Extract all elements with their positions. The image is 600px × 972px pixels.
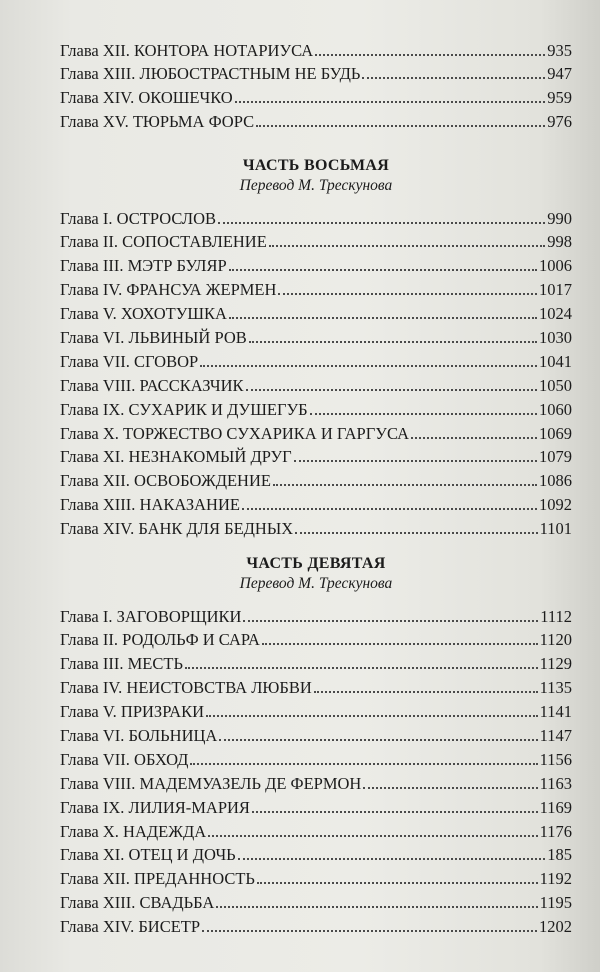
dot-leader	[246, 372, 538, 391]
chapter-title: Глава II. СОПОСТАВЛЕНИЕ	[60, 232, 267, 252]
toc-entry	[60, 722, 572, 746]
page-number: 1163	[539, 773, 572, 793]
page-number: 1017	[539, 280, 572, 300]
page-number: 1101	[539, 519, 572, 539]
page-number: 1147	[539, 725, 572, 745]
chapter-title: Глава XIV. БАНК ДЛЯ БЕДНЫХ	[60, 519, 294, 539]
chapter-title: Глава X. ТОРЖЕСТВО СУХАРИКА И ГАРГУСА	[60, 423, 410, 443]
chapter-title: Глава IV. ФРАНСУА ЖЕРМЕН	[60, 280, 277, 300]
dot-leader	[314, 675, 538, 694]
chapter-title: Глава II. РОДОЛЬФ И САРА	[60, 630, 260, 650]
chapter-title: Глава X. НАДЕЖДА	[60, 821, 207, 841]
page-number: 976	[547, 112, 572, 132]
chapter-title: Глава III. МЭТР БУЛЯР	[60, 256, 227, 276]
dot-leader	[216, 890, 537, 909]
dot-leader	[206, 699, 538, 718]
dot-leader	[242, 492, 537, 511]
toc-entry	[60, 61, 572, 85]
part-title: ЧАСТЬ ВОСЬМАЯ	[242, 157, 390, 174]
chapter-title: Глава VII. ОБХОД	[60, 749, 189, 769]
chapter-title: Глава XI. ОТЕЦ И ДОЧЬ	[60, 845, 236, 865]
dot-leader	[262, 627, 538, 646]
dot-leader	[202, 914, 537, 933]
toc-entry	[60, 770, 572, 794]
page-number: 1030	[539, 327, 572, 347]
chapter-title: Глава IX. СУХАРИК И ДУШЕГУБ	[60, 399, 308, 419]
chapter-title: Глава IV. НЕИСТОВСТВА ЛЮБВИ	[60, 678, 312, 698]
toc-entry	[60, 301, 572, 325]
dot-leader	[363, 770, 537, 789]
dot-leader	[235, 85, 546, 104]
toc-entry	[60, 627, 572, 651]
chapter-title: Глава IX. ЛИЛИЯ-МАРИЯ	[60, 797, 250, 817]
part-eight-heading	[60, 156, 572, 196]
toc-entry	[60, 794, 572, 818]
dot-leader	[310, 396, 537, 415]
page-number: 1060	[539, 399, 572, 419]
page-number: 1006	[539, 256, 572, 276]
chapter-title: Глава XIII. СВАДЬБА	[60, 893, 215, 913]
page-number: 1120	[539, 630, 572, 650]
chapter-title: Глава XII. КОНТОРА НОТАРИУСА	[60, 40, 314, 60]
chapter-title: Глава XII. ОСВОБОЖДЕНИЕ	[60, 471, 271, 491]
toc-entry	[60, 444, 572, 468]
toc-entry	[60, 914, 572, 938]
chapter-title: Глава XIV. БИСЕТР	[60, 917, 201, 937]
chapter-title: Глава I. ЗАГОВОРЩИКИ	[60, 606, 242, 626]
toc-entry	[60, 492, 572, 516]
toc-entry	[60, 253, 572, 277]
toc-entry	[60, 699, 572, 723]
page-number: 1086	[539, 471, 572, 491]
page-number: 1135	[539, 678, 572, 698]
dot-leader	[190, 746, 537, 765]
page-number: 1169	[539, 797, 572, 817]
toc-entry	[60, 603, 572, 627]
chapter-title: Глава VIII. РАССКАЗЧИК	[60, 375, 244, 395]
toc-entry	[60, 468, 572, 492]
chapter-title: Глава III. МЕСТЬ	[60, 654, 183, 674]
toc-entry	[60, 746, 572, 770]
dot-leader	[218, 205, 545, 224]
dot-leader	[257, 866, 538, 885]
dot-leader	[294, 444, 537, 463]
dot-leader	[252, 794, 538, 813]
dot-leader	[295, 516, 537, 535]
page-number: 959	[547, 88, 572, 108]
page-number: 1112	[540, 606, 572, 626]
toc-entry	[60, 37, 572, 61]
part-nine-chapters	[60, 603, 572, 937]
dot-leader	[362, 61, 545, 80]
chapter-title: Глава XIV. ОКОШЕЧКО	[60, 88, 233, 108]
page-number: 1176	[539, 821, 572, 841]
part-eight-chapters	[60, 205, 572, 539]
page-number: 185	[547, 845, 572, 865]
dot-leader	[219, 722, 537, 741]
dot-leader	[315, 37, 545, 56]
chapter-title: Глава XIII. НАКАЗАНИЕ	[60, 495, 240, 515]
part-title: ЧАСТЬ ДЕВЯТАЯ	[246, 555, 386, 572]
dot-leader	[256, 109, 545, 128]
page-number: 935	[547, 40, 572, 60]
page-number: 1195	[539, 893, 572, 913]
dot-leader	[278, 277, 537, 296]
toc-entry	[60, 516, 572, 540]
dot-leader	[411, 420, 537, 439]
page-number: 1129	[539, 654, 572, 674]
dot-leader	[200, 348, 537, 367]
toc-entry	[60, 205, 572, 229]
dot-leader	[243, 603, 538, 622]
page-number: 1156	[539, 749, 572, 769]
part-nine-heading	[60, 554, 572, 594]
chapter-title: Глава V. ХОХОТУШКА	[60, 304, 227, 324]
toc-entry	[60, 324, 572, 348]
chapter-title: Глава VI. БОЛЬНИЦА	[60, 725, 218, 745]
toc-entry	[60, 109, 572, 133]
chapter-title: Глава I. ОСТРОСЛОВ	[60, 208, 217, 228]
page-number: 1079	[539, 447, 572, 467]
page-number: 1024	[539, 304, 572, 324]
chapter-title: Глава VIII. МАДЕМУАЗЕЛЬ ДЕ ФЕРМОН	[60, 773, 362, 793]
page-number: 947	[547, 64, 572, 84]
toc-entry	[60, 229, 572, 253]
dot-leader	[229, 301, 537, 320]
toc-entry	[60, 890, 572, 914]
page-number: 1069	[539, 423, 572, 443]
toc-entry	[60, 818, 572, 842]
chapter-title: Глава XIII. ЛЮБОСТРАСТНЫМ НЕ БУДЬ	[60, 64, 361, 84]
dot-leader	[238, 842, 546, 861]
page-number: 1041	[539, 351, 572, 371]
page-number: 1141	[539, 702, 572, 722]
chapter-title: Глава VII. СГОВОР	[60, 351, 199, 371]
dot-leader	[185, 651, 538, 670]
toc-entry	[60, 372, 572, 396]
toc-entry	[60, 396, 572, 420]
chapter-title: Глава XI. НЕЗНАКОМЫЙ ДРУГ	[60, 447, 292, 467]
chapter-title: Глава VI. ЛЬВИНЫЙ РОВ	[60, 327, 247, 347]
page-number: 990	[547, 208, 572, 228]
dot-leader	[229, 253, 537, 272]
toc-entry	[60, 842, 572, 866]
toc-entry	[60, 651, 572, 675]
toc-entry	[60, 85, 572, 109]
toc-entry	[60, 675, 572, 699]
toc-list-continued	[60, 37, 572, 133]
translator-credit: Перевод М. Трескунова	[239, 177, 393, 194]
page-number: 1192	[539, 869, 572, 889]
chapter-title: Глава XII. ПРЕДАННОСТЬ	[60, 869, 255, 889]
page-number: 998	[547, 232, 572, 252]
page-number: 1050	[539, 375, 572, 395]
toc-entry	[60, 866, 572, 890]
dot-leader	[269, 229, 545, 248]
chapter-title: Глава V. ПРИЗРАКИ	[60, 702, 205, 722]
chapter-title: Глава XV. ТЮРЬМА ФОРС	[60, 112, 255, 132]
page-number: 1092	[539, 495, 572, 515]
dot-leader	[273, 468, 537, 487]
toc-entry	[60, 348, 572, 372]
dot-leader	[249, 324, 537, 343]
toc-entry	[60, 420, 572, 444]
toc-entry	[60, 277, 572, 301]
dot-leader	[208, 818, 537, 837]
translator-credit: Перевод М. Трескунова	[239, 575, 393, 592]
page-number: 1202	[539, 917, 572, 937]
